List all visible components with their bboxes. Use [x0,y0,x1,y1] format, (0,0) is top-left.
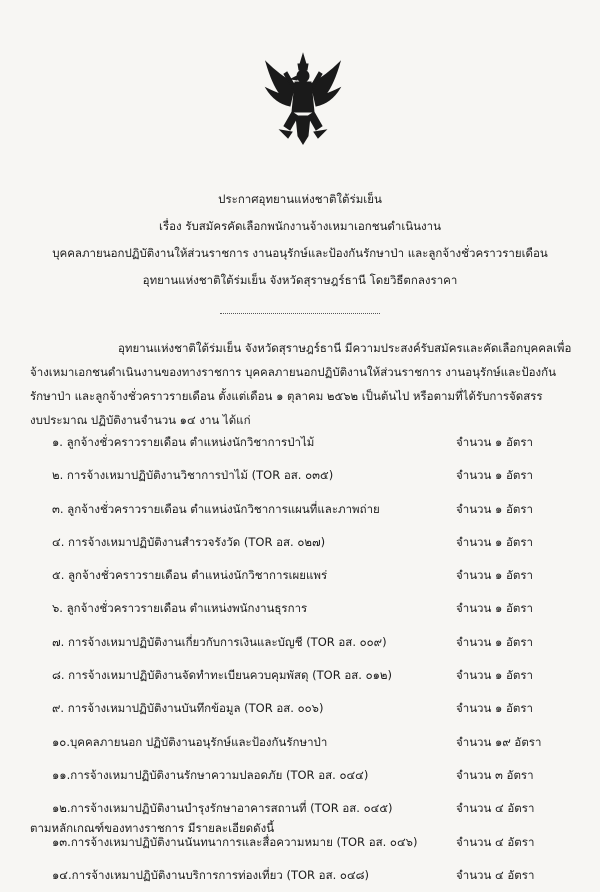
item-count: จำนวน ๑ อัตรา [456,601,533,616]
footer-note: ตามหลักเกณฑ์ของทางราชการ มีรายละเอียดดังนี้ [30,821,275,835]
header-line-2: เรื่อง รับสมัครคัดเลือกพนักงานจ้างเหมาเอกชนดำเนินงาน [159,219,441,233]
intro-line-2: จ้างเหมาเอกชนดำเนินงานของทางราชการ บุคคลภายนอกปฏิบัติงานให้ส่วนราชการ งานอนุรักษ์และป้องกัน [30,365,556,379]
item-title: ๑๐.บุคคลภายนอก ปฏิบัติงานอนุรักษ์และป้องกันรักษาป่า [52,734,328,749]
list-item [52,692,572,725]
item-count: จำนวน ๔ อัตรา [456,834,535,849]
header-line-3: บุคคลภายนอกปฏิบัติงานให้ส่วนราชการ งานอนุรักษ์และป้องกันรักษาป่า และลูกจ้างชั่วคราวรายเดือน [52,246,548,260]
list-item [52,659,572,692]
item-count: จำนวน ๑ อัตรา [456,668,533,683]
intro-paragraph [30,336,575,432]
item-title: ๒. การจ้างเหมาปฏิบัติงานวิชาการป่าไม้ (TOR อส. ๐๓๕) [52,468,334,483]
item-count: จำนวน ๓ อัตรา [456,767,534,782]
intro-line-1: อุทยานแห่งชาติใต้ร่มเย็น จังหวัดสุราษฎร์ธานี มีความประสงค์รับสมัครและคัดเลือกบุคคลเพื่อ [118,341,572,355]
intro-line-3: รักษาป่า และลูกจ้างชั่วคราวรายเดือน ตั้งแต่เดือน ๑ ตุลาคม ๒๕๖๒ เป็นต้นไป หรือตามที่ได้รับการจัดสรร [30,389,543,403]
list-item [52,493,572,526]
header-line-4: อุทยานแห่งชาติใต้ร่มเย็น จังหวัดสุราษฎร์ธานี โดยวิธีตกลงราคา [142,273,458,287]
item-title: ๔. การจ้างเหมาปฏิบัติงานสำรวจรังวัด (TOR อส. ๐๒๗) [52,534,326,549]
item-title: ๙. การจ้างเหมาปฏิบัติงานบันทึกข้อมูล (TOR อส. ๐๐๖) [52,701,324,716]
item-title: ๗. การจ้างเหมาปฏิบัติงานเกี่ยวกับการเงินและบัญชี (TOR อส. ๐๐๙) [52,634,387,649]
item-title: ๘. การจ้างเหมาปฏิบัติงานจัดทำทะเบียนควบคุมพัสดุ (TOR อส. ๐๑๒) [52,668,392,683]
item-title: ๑๒.การจ้างเหมาปฏิบัติงานบำรุงรักษาอาคารสถานที่ (TOR อส. ๐๔๕) [52,801,393,816]
item-title: ๑๓.การจ้างเหมาปฏิบัติงานนันทนาการและสื่อความหมาย (TOR อส. ๐๔๖) [52,834,418,849]
item-title: ๑๑.การจ้างเหมาปฏิบัติงานรักษาความปลอดภัย (TOR อส. ๐๔๔) [52,767,369,782]
header-line-1: ประกาศอุทยานแห่งชาติใต้ร่มเย็น [218,192,382,206]
item-count: จำนวน ๑ อัตรา [456,534,533,549]
list-item [52,426,572,459]
list-item [52,759,572,792]
item-title: ๑. ลูกจ้างชั่วคราวรายเดือน ตำแหน่งนักวิชาการป่าไม้ [52,435,315,449]
list-item [52,726,572,759]
item-count: จำนวน ๑ อัตรา [456,501,533,516]
item-count: จำนวน ๑ อัตรา [456,701,533,716]
item-title: ๑๔.การจ้างเหมาปฏิบัติงานบริการการท่องเที่ยว (TOR อส. ๐๔๘) [52,867,370,882]
list-item [52,459,572,492]
list-item [52,626,572,659]
item-count: จำนวน ๔ อัตรา [456,801,535,816]
item-count: จำนวน ๑ อัตรา [456,634,533,649]
intro-line-4: งบประมาณ ปฏิบัติงานจำนวน ๑๔ งาน ได้แก่ [30,413,251,427]
item-title: ๕. ลูกจ้างชั่วคราวรายเดือน ตำแหน่งนักวิชาการเผยแพร่ [52,568,328,583]
list-item [52,526,572,559]
item-title: ๖. ลูกจ้างชั่วคราวรายเดือน ตำแหน่งพนักงานธุรการ [52,601,308,616]
item-count: จำนวน ๑ อัตรา [456,468,533,483]
garuda-emblem-icon [262,52,344,152]
announcement-header [0,186,600,294]
list-item [52,859,572,892]
item-count: จำนวน ๑ อัตรา [456,435,533,449]
item-count: จำนวน ๑๙ อัตรา [456,734,542,749]
dotted-divider [220,313,380,314]
item-count: จำนวน ๑ อัตรา [456,568,533,583]
item-title: ๓. ลูกจ้างชั่วคราวรายเดือน ตำแหน่งนักวิชาการแผนที่และภาพถ่าย [52,501,380,516]
list-item [52,592,572,625]
item-count: จำนวน ๔ อัตรา [456,867,535,882]
list-item [52,559,572,592]
